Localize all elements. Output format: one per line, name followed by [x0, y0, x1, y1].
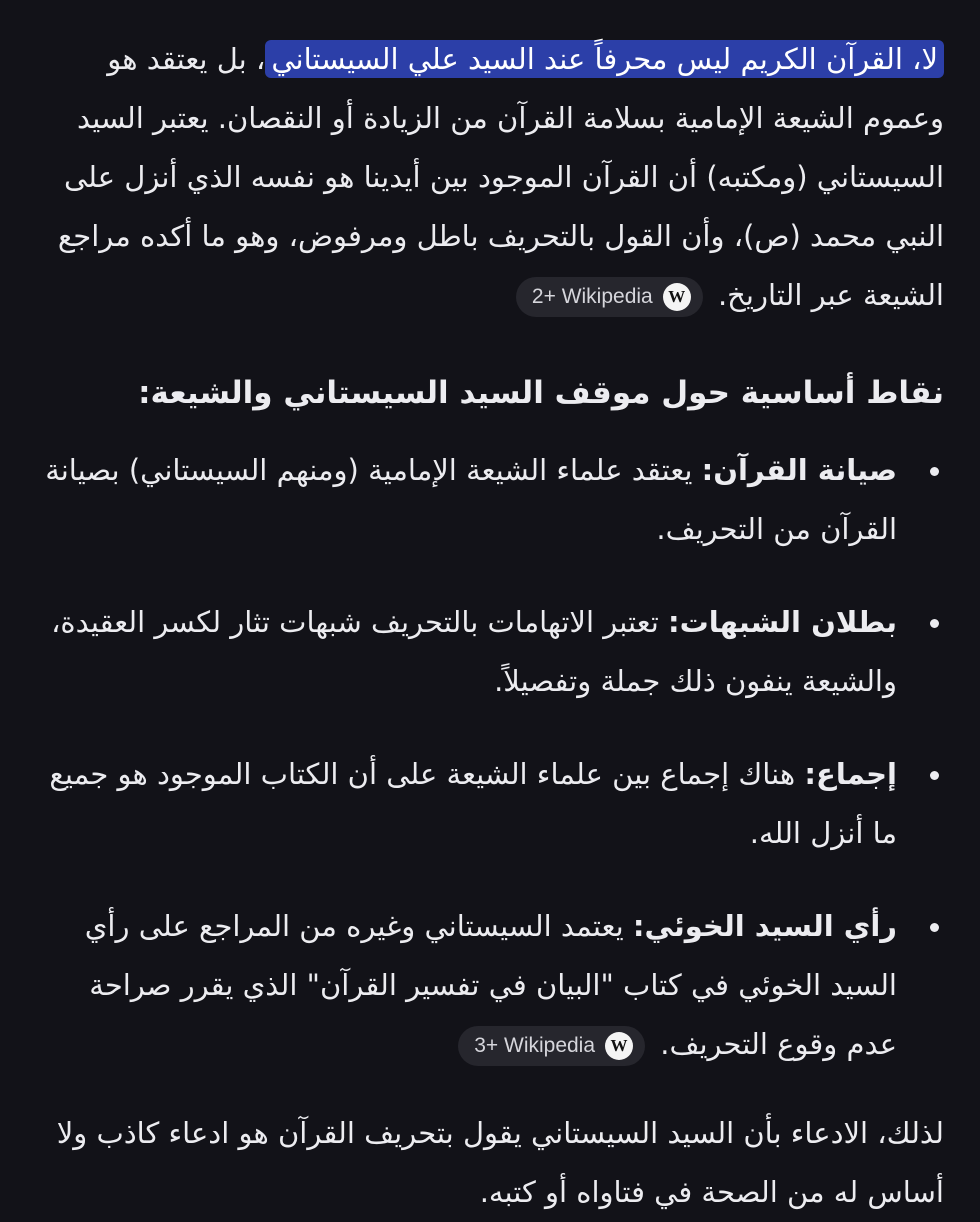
wikipedia-icon: W	[663, 283, 691, 311]
assistant-answer	[38, 30, 944, 1222]
bullet-icon	[930, 771, 939, 780]
point-term: صيانة القرآن:	[701, 453, 897, 487]
list-item	[38, 897, 944, 1074]
bullet-icon	[930, 923, 939, 932]
intro-paragraph	[38, 30, 944, 325]
wikipedia-source-chip-1[interactable]	[516, 277, 703, 317]
point-term: رأي السيد الخوئي:	[632, 909, 897, 943]
point-text: يعتقد علماء الشيعة الإمامية (ومنهم السيستاني) بصيانة القرآن من التحريف.	[45, 453, 897, 546]
point-text: هناك إجماع بين علماء الشيعة على أن الكتاب الموجود هو جميع ما أنزل الله.	[49, 757, 897, 850]
section-heading: نقاط أساسية حول موقف السيد السيستاني والشيعة:	[138, 375, 944, 411]
list-item	[38, 745, 944, 863]
source-chip-label: 2+ Wikipedia	[531, 285, 653, 308]
point-term: إجماع:	[804, 757, 897, 791]
selected-text-highlight[interactable]: لا، القرآن الكريم ليس محرفاً عند السيد علي السيستاني	[265, 40, 944, 78]
point-text: يعتمد السيستاني وغيره من المراجع على رأي السيد الخوئي في كتاب "البيان في تفسير القرآن" الذي يقرر صراحة عدم وقوع التحريف.	[84, 909, 897, 1061]
list-item	[38, 441, 944, 559]
wikipedia-icon: W	[605, 1032, 633, 1060]
key-points-list	[38, 441, 944, 1074]
point-term: بطلان الشبهات:	[668, 605, 897, 639]
list-item	[38, 593, 944, 711]
source-chip-label: 3+ Wikipedia	[474, 1034, 596, 1057]
wikipedia-source-chip-2[interactable]	[458, 1026, 645, 1066]
conclusion-paragraph: لذلك، الادعاء بأن السيد السيستاني يقول بتحريف القرآن هو ادعاء كاذب ولا أساس له من الصحة في فتاواه أو كتبه.	[56, 1116, 944, 1209]
bullet-icon	[930, 467, 939, 476]
bullet-icon	[930, 619, 939, 628]
point-text: تعتبر الاتهامات بالتحريف شبهات تثار لكسر العقيدة، والشيعة ينفون ذلك جملة وتفصيلاً.	[51, 605, 897, 698]
intro-text: ، بل يعتقد هو وعموم الشيعة الإمامية بسلامة القرآن من الزيادة أو النقصان. يعتبر السيد السيستاني (ومكتبه) أن القرآن الموجود بين أيدينا هو نفسه الذي أنزل على النبي محمد (ص)، وأن القول بالتحريف باطل ومرفوض، وهو ما أكده مراجع الشيعة عبر التاريخ.	[57, 42, 944, 312]
